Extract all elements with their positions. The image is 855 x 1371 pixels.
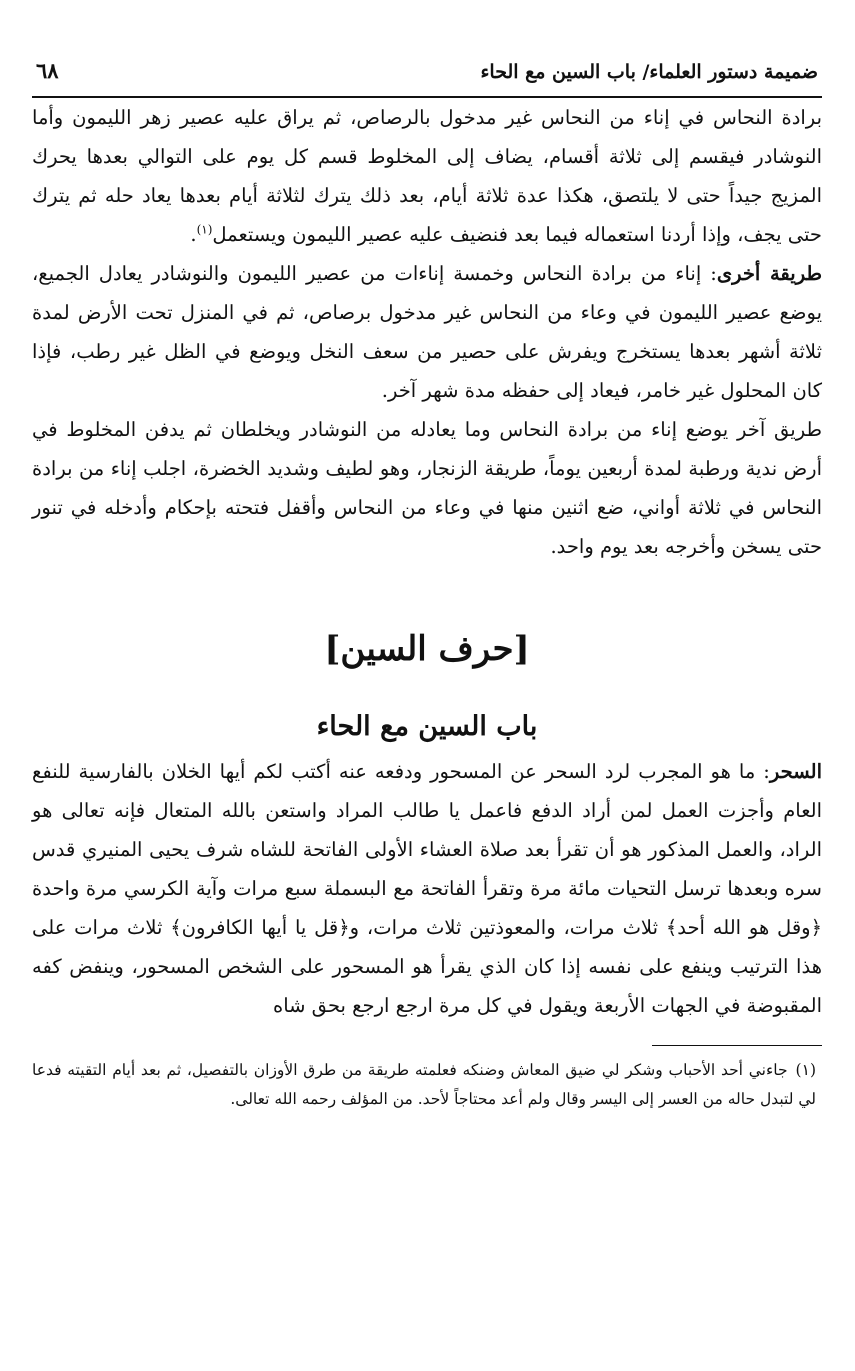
paragraph-1-text: برادة النحاس في إناء من النحاس غير مدخول بالرصاص، ثم يراق عليه عصير زهر الليمون وأما النوشادر فيقسم إلى ثلاثة أقسام، يضاف إلى المخلوط قسم كل يوم على التوالي بعدها يحرك المزيج جيداً حتى لا يلتصق، هكذا عدة ثلاثة أيام، بعد ذلك يترك لثلاثة أيام بعدها يعاد حله ثم يترك حتى يجف، وإذا أردنا استعماله فيما بعد فنضيف عليه عصير الليمون ويستعمل <box>32 106 822 246</box>
footnote-reference: (١) <box>196 222 213 237</box>
paragraph-1-end: . <box>190 223 197 246</box>
page-number: ٦٨ <box>36 58 59 83</box>
footnote <box>32 1056 822 1114</box>
paragraph-1 <box>32 98 822 254</box>
book-page <box>32 58 822 1114</box>
paragraph-2-text: : إناء من برادة النحاس وخمسة إناءات من عصير الليمون والنوشادر يعادل الجميع، يوضع عصير الليمون في وعاء من النحاس غير مدخول برصاص، ثم في المنزل تحت الأرض لمدة ثلاثة أشهر بعدها يستخرج ويفرش على حصير من سعف النخل ويوضع في الظل غير رطب، فإذا كان المحلول غير خامر، فيعاد إلى حفظه مدة شهر آخر. <box>32 262 822 402</box>
footnote-marker: (١) <box>795 1061 816 1079</box>
running-title: ضميمة دستور العلماء/ باب السين مع الحاء <box>480 61 818 83</box>
paragraph-4-text: : ما هو المجرب لرد السحر عن المسحور ودفعه عنه أكتب لكم أيها الخلان بالفارسية للنفع العام وأجزت العمل لمن أراد الدفع فاعمل يا طالب المراد واستعن بالله المتعال فإنه تعالى هو الراد، والعمل المذكور هو أن تقرأ بعد صلاة العشاء الأولى الفاتحة للشاه شرف يحيى المنيري قدس سره وبعدها ترسل التحيات مائة مرة وتقرأ الفاتحة مع البسملة سبع مرات وآية الكرسي مرة واحدة ﴿وقل هو الله أحد﴾ ثلاث مرات، والمعوذتين ثلاث مرات، و﴿قل يا أيها الكافرون﴾ ثلاث مرات على هذا الترتيب وينفع على نفسه إذا كان الذي يقرأ هو المسحور على الشخص المسحور، وينفض كفه المقبوضة في الجهات الأربعة ويقول في كل مرة ارجع ارجع بحق شاه <box>32 760 822 1017</box>
paragraph-4-lead: السحر <box>769 760 822 783</box>
paragraph-3-text: طريق آخر يوضع إناء من برادة النحاس وما يعادله من النوشادر ويخلطان ثم يدفن المخلوط في أرض ندية ورطبة لمدة أربعين يوماً، طريقة الزنجار، وهو لطيف وشديد الخضرة، اجلب إناء من برادة النحاس في ثلاثة أواني، ضع اثنين منها في وعاء من النحاس وأقفل فتحته بإحكام وأدخله في تنور حتى يسخن وأخرجه بعد يوم واحد. <box>32 418 822 558</box>
paragraph-4 <box>32 752 822 1025</box>
footnote-divider <box>652 1045 822 1046</box>
paragraph-3 <box>32 410 822 566</box>
footnote-text: جاءني أحد الأحباب وشكر لي ضيق المعاش وضنكه فعلمته طريقة من طرق الأوزان بالتفصيل، ثم بعد أيام التقيته فدعا لي لتبدل حاله من العسر إلى اليسر وقال ولم أعد محتاجاً لأحد. من المؤلف رحمه الله تعالى. <box>32 1061 816 1108</box>
paragraph-2-lead: طريقة أخرى <box>716 262 822 285</box>
paragraph-2 <box>32 254 822 410</box>
chapter-heading: [حرف السين] <box>324 629 530 669</box>
page-header <box>32 58 822 98</box>
section-heading: باب السين مع الحاء <box>316 711 538 742</box>
